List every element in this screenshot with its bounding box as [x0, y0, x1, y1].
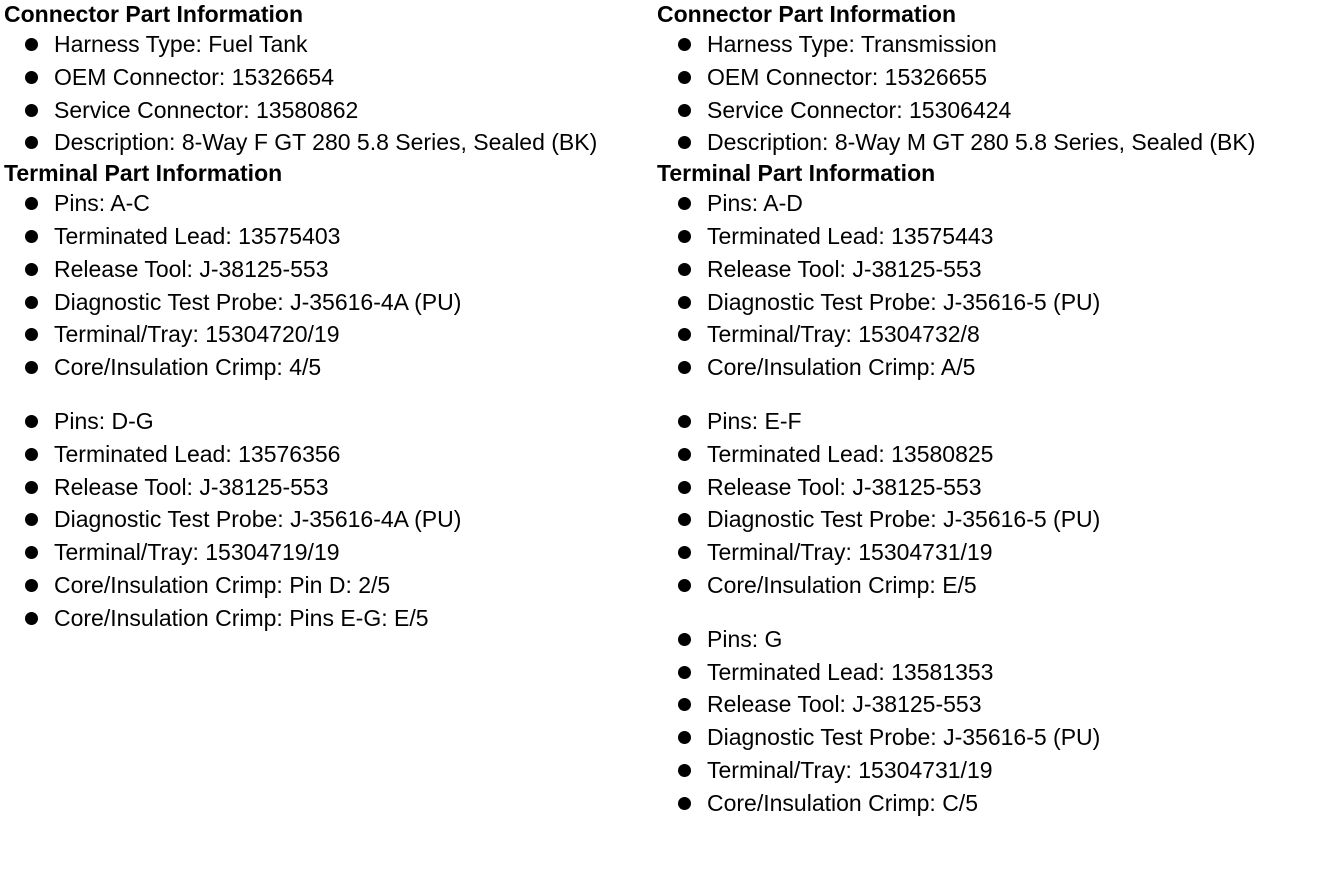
terminal-list-item: Terminated Lead: 13575403: [4, 220, 654, 253]
terminal-list-item: Pins: A-C: [4, 187, 654, 220]
terminal-list-item: Diagnostic Test Probe: J-35616-4A (PU): [4, 286, 654, 319]
terminal-group: [4, 187, 654, 384]
connector-list-item: OEM Connector: 15326655: [657, 61, 1325, 94]
connector-list-item: Description: 8-Way M GT 280 5.8 Series, Sealed (BK): [657, 126, 1325, 159]
terminal-heading: Terminal Part Information: [657, 160, 936, 187]
connector-heading: Connector Part Information: [657, 1, 957, 27]
terminal-list-item: Release Tool: J-38125-553: [4, 471, 654, 504]
connector-list: [657, 28, 1325, 159]
terminal-groups: [4, 187, 654, 634]
terminal-list-item: Diagnostic Test Probe: J-35616-5 (PU): [657, 286, 1325, 319]
terminal-list-item: Release Tool: J-38125-553: [4, 253, 654, 286]
terminal-list-item: Terminal/Tray: 15304731/19: [657, 754, 1325, 787]
terminal-list-item: Pins: G: [657, 623, 1325, 656]
terminal-list-item: Diagnostic Test Probe: J-35616-4A (PU): [4, 503, 654, 536]
connector-heading: Connector Part Information: [4, 1, 304, 27]
terminal-list-item: Core/Insulation Crimp: C/5: [657, 787, 1325, 820]
terminal-list-item: Core/Insulation Crimp: Pins E-G: E/5: [4, 602, 654, 635]
terminal-list-item: Terminated Lead: 13576356: [4, 438, 654, 471]
connector-list-item: Harness Type: Transmission: [657, 28, 1325, 61]
terminal-list-item: Terminal/Tray: 15304719/19: [4, 536, 654, 569]
terminal-list-item: Terminated Lead: 13575443: [657, 220, 1325, 253]
terminal-list-item: Pins: E-F: [657, 405, 1325, 438]
terminal-list-item: Release Tool: J-38125-553: [657, 253, 1325, 286]
terminal-list-item: Terminated Lead: 13580825: [657, 438, 1325, 471]
terminal-group: [657, 187, 1325, 384]
terminal-group: [657, 623, 1325, 820]
terminal-list-item: Pins: D-G: [4, 405, 654, 438]
terminal-heading: Terminal Part Information: [4, 160, 283, 187]
connector-list: [4, 28, 654, 159]
terminal-list-item: Terminal/Tray: 15304720/19: [4, 318, 654, 351]
terminal-list-item: Terminated Lead: 13581353: [657, 656, 1325, 689]
terminal-list-item: Release Tool: J-38125-553: [657, 471, 1325, 504]
terminal-list-item: Core/Insulation Crimp: Pin D: 2/5: [4, 569, 654, 602]
terminal-group: [4, 405, 654, 635]
left-column: [4, 0, 654, 635]
connector-list-item: Service Connector: 15306424: [657, 94, 1325, 127]
terminal-group: [657, 405, 1325, 602]
connector-list-item: Description: 8-Way F GT 280 5.8 Series, Sealed (BK): [4, 126, 654, 159]
terminal-list-item: Terminal/Tray: 15304732/8: [657, 318, 1325, 351]
terminal-list-item: Diagnostic Test Probe: J-35616-5 (PU): [657, 503, 1325, 536]
terminal-list-item: Core/Insulation Crimp: E/5: [657, 569, 1325, 602]
connector-list-item: OEM Connector: 15326654: [4, 61, 654, 94]
right-column: [657, 0, 1325, 820]
terminal-list-item: Terminal/Tray: 15304731/19: [657, 536, 1325, 569]
terminal-list-item: Core/Insulation Crimp: A/5: [657, 351, 1325, 384]
terminal-list-item: Release Tool: J-38125-553: [657, 688, 1325, 721]
connector-list-item: Service Connector: 13580862: [4, 94, 654, 127]
terminal-groups: [657, 187, 1325, 819]
terminal-list-item: Core/Insulation Crimp: 4/5: [4, 351, 654, 384]
terminal-list-item: Diagnostic Test Probe: J-35616-5 (PU): [657, 721, 1325, 754]
terminal-list-item: Pins: A-D: [657, 187, 1325, 220]
connector-list-item: Harness Type: Fuel Tank: [4, 28, 654, 61]
